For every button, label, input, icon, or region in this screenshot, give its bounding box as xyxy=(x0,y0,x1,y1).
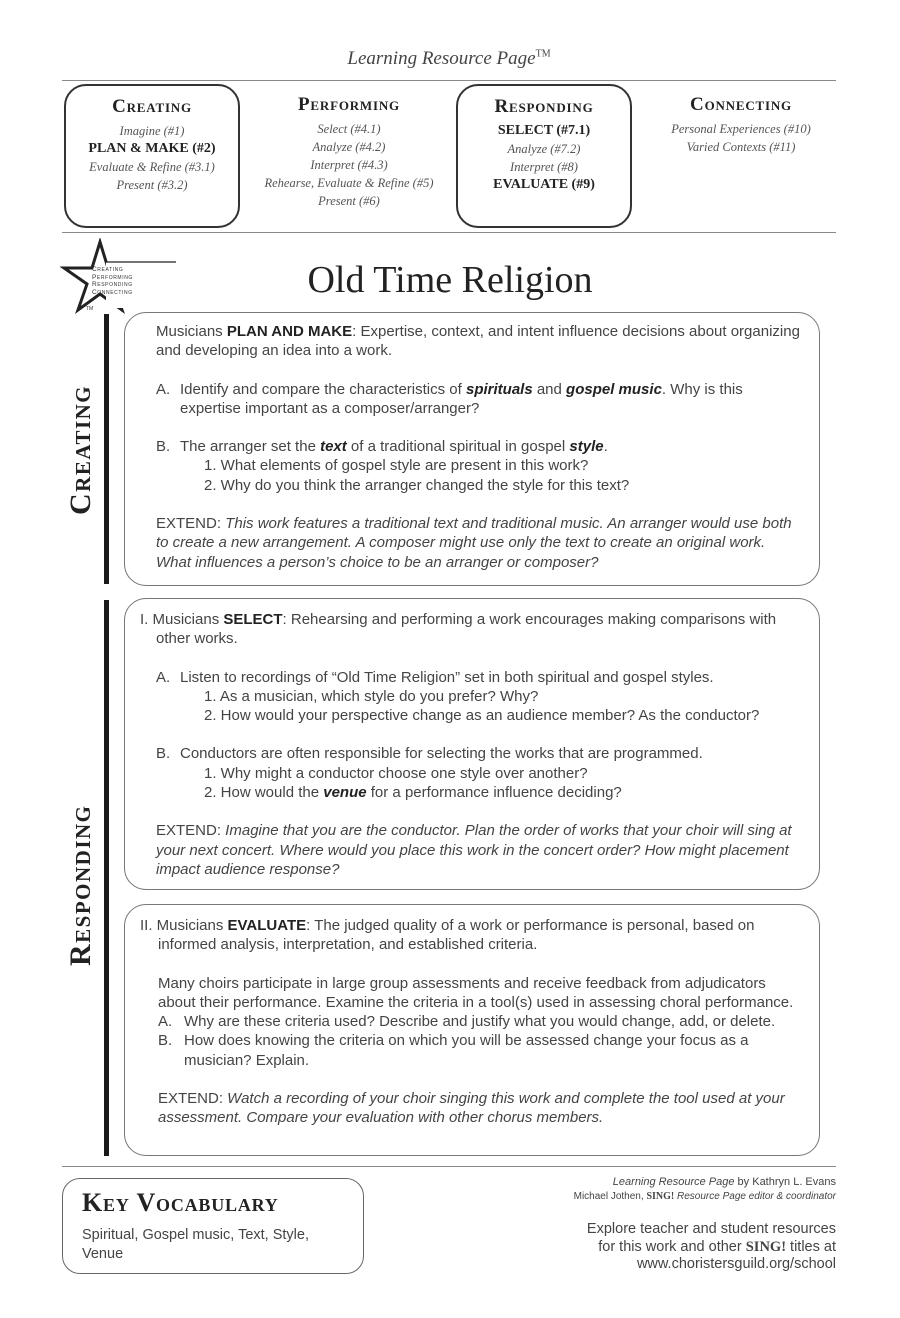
logo-tm: TM xyxy=(86,306,94,312)
key-vocabulary-text: Spiritual, Gospel music, Text, Style, Venue xyxy=(82,1227,309,1262)
creating-bar xyxy=(104,314,109,584)
standard-title: Performing xyxy=(298,94,400,115)
standard-line: Analyze (#4.2) xyxy=(312,140,386,154)
page-header xyxy=(62,48,836,70)
standard-line: Select (#4.1) xyxy=(317,122,381,136)
creating-intro: Musicians PLAN AND MAKE: Expertise, context, and intent influence decisions about organizing and developing an idea into a work. xyxy=(156,323,800,360)
evaluate-intro: II. Musicians EVALUATE: The judged quality of a work or performance is personal, based on informed analysis, interpretation, and established criteria. xyxy=(140,917,755,954)
standard-line: EVALUATE (#9) xyxy=(493,177,595,192)
evaluate-question-a: A. Why are these criteria used? Describe and justify what you would change, add, or delete. xyxy=(158,1013,776,1031)
standard-line: PLAN & MAKE (#2) xyxy=(88,141,216,156)
select-intro: I. Musicians SELECT: Rehearsing and performing a work encourages making comparisons with other works. xyxy=(140,611,777,648)
select-extend: EXTEND: Imagine that you are the conductor. Plan the order of works that your choir will sing at your next concert. Where would you place this work in the concert order? How might placement impact audience response? xyxy=(156,822,792,878)
divider-bottom xyxy=(62,1166,836,1167)
divider-top xyxy=(62,80,836,81)
creating-b-item: 1. What elements of gospel style are present in this work? xyxy=(204,457,589,475)
creating-content xyxy=(156,322,804,572)
standard-line: Personal Experiences (#10) xyxy=(671,122,811,136)
standard-line: Rehearse, Evaluate & Refine (#5) xyxy=(264,176,434,190)
standard-line: Present (#3.2) xyxy=(116,178,188,192)
creating-question-b: B. The arranger set the text of a traditional spiritual in gospel style. xyxy=(156,438,608,456)
evaluate-extend: EXTEND: Watch a recording of your choir singing this work and complete the tool used at your assessment. Compare your evaluation with other chorus members. xyxy=(158,1090,785,1127)
logo-line: Responding xyxy=(92,281,133,289)
key-vocabulary-title: Key Vocabulary xyxy=(82,1188,279,1217)
responding-section-label: Responding xyxy=(64,804,97,966)
header-title: Learning Resource Page xyxy=(347,48,536,69)
standard-title: Creating xyxy=(112,96,192,117)
responding-evaluate-content xyxy=(140,916,804,1128)
page-title: Old Time Religion xyxy=(307,259,593,301)
standard-lines xyxy=(254,120,444,210)
standard-line: Present (#6) xyxy=(318,194,380,208)
credit-line-1: Learning Resource Page by Kathryn L. Evans xyxy=(612,1176,836,1188)
standard-line: Imagine (#1) xyxy=(119,124,185,138)
logo-line: Performing xyxy=(92,273,133,281)
logo-line: Creating xyxy=(92,266,124,273)
creating-question-a: A. Identify and compare the characteristics of spirituals and gospel music. Why is this expertise important as a composer/arranger? xyxy=(156,380,743,417)
logo-text xyxy=(92,266,133,296)
resource-link[interactable]: www.choristersguild.org/school xyxy=(636,1256,836,1272)
logo-line: Connecting xyxy=(92,288,133,296)
standard-lines xyxy=(66,122,238,194)
creating-extend: EXTEND: This work features a traditional text and traditional music. An arranger would use both to create a new arrangement. A composer might use only the text to create an original work. What influences a person’s choice to be an arranger or composer? xyxy=(156,515,792,571)
standard-line: Evaluate & Refine (#3.1) xyxy=(89,160,215,174)
evaluate-question-b: B. How does knowing the criteria on which you will be assessed change your focus as a musician? Explain. xyxy=(158,1032,749,1069)
standard-line: SELECT (#7.1) xyxy=(497,123,591,138)
header-tm: TM xyxy=(535,48,551,60)
divider-standards xyxy=(62,232,836,233)
standard-lines xyxy=(458,122,630,194)
standard-line: Varied Contexts (#11) xyxy=(686,140,796,154)
standard-title: Responding xyxy=(494,96,594,117)
standard-title: Connecting xyxy=(690,94,792,115)
responding-bar xyxy=(104,600,109,1156)
standard-line: Analyze (#7.2) xyxy=(507,142,581,156)
standard-lines xyxy=(646,120,836,156)
standard-line: Interpret (#4.3) xyxy=(310,158,388,172)
standard-creating xyxy=(64,84,240,228)
creating-section-label: Creating xyxy=(64,384,97,515)
select-question-a: A. Listen to recordings of “Old Time Religion” set in both spiritual and gospel styles. xyxy=(156,668,714,686)
select-a-item: 2. How would your perspective change as an audience member? As the conductor? xyxy=(204,707,760,725)
responding-select-content xyxy=(140,610,804,879)
standard-responding xyxy=(456,84,632,228)
select-question-b: B. Conductors are often responsible for selecting the works that are programmed. xyxy=(156,745,703,763)
select-a-item: 1. As a musician, which style do you prefer? Why? xyxy=(204,687,539,705)
credit-line-2: Michael Jothen, SING! Resource Page editor & coordinator xyxy=(573,1191,836,1202)
creating-b-item: 2. Why do you think the arranger changed the style for this text? xyxy=(204,476,630,494)
explore-text: Explore teacher and student resources for this work and other SING! titles at xyxy=(586,1221,836,1255)
evaluate-paragraph: Many choirs participate in large group assessments and receive feedback from adjudicators about their performance. Examine the criteria in a tool(s) used in assessing choral performance. xyxy=(158,974,794,1011)
standard-performing xyxy=(254,84,444,210)
select-b-item: 1. Why might a conductor choose one style over another? xyxy=(204,764,588,782)
standard-connecting xyxy=(646,84,836,156)
standard-line: Interpret (#8) xyxy=(510,160,578,174)
select-b-item: 2. How would the venue for a performance influence deciding? xyxy=(204,784,622,802)
